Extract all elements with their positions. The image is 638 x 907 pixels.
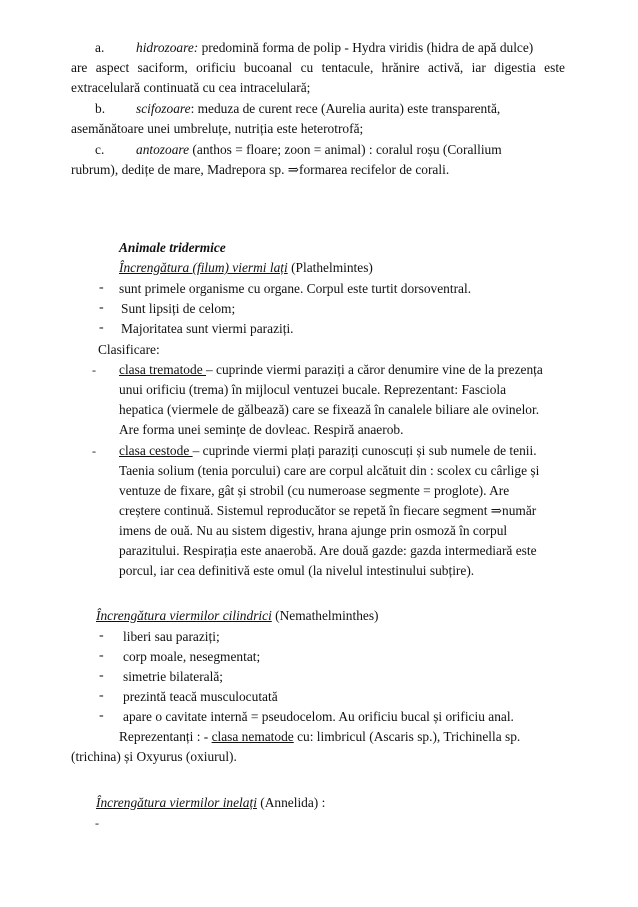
sec-b-text: : meduza de curent rece (Aurelia aurita) este transparentă, (190, 101, 501, 116)
section-heading-tridermice: Animale tridermice (119, 240, 226, 255)
bullet-dash: - (99, 280, 104, 295)
bullet-dash: - (99, 300, 104, 315)
trematode-line-1: clasa trematode – cuprinde viermi paraziți a căror denumire vine de la prezența (119, 362, 543, 377)
sec-b-term: scifozoare (136, 101, 191, 116)
sec-c-term: antozoare (136, 142, 190, 157)
cestode-line-1: clasa cestode – cuprinde viermi plați paraziți cunoscuți și sub numele de tenii. (119, 443, 537, 458)
nemat-bullet-1: liberi sau paraziți; (123, 629, 220, 644)
cestode-line-5: imens de ouă. Nu au sistem digestiv, hrana ajunge prin osmoză în corpul (119, 523, 508, 538)
nemat-bullet-4: prezintă teacă musculocutată (123, 689, 278, 704)
cestode-line-3: ventuze de fixare, gât și strobil (cu numeroase segmente = proglote). Are (119, 483, 510, 498)
nemat-bullet-2: corp moale, nesegmentat; (123, 649, 261, 664)
sec-c-rest: rubrum), dedițe de mare, Madrepora sp. ⇒formarea recifelor de corali. (71, 162, 450, 177)
plat-bullet-1: sunt primele organisme cu organe. Corpul este turtit dorsoventral. (119, 281, 472, 296)
sec-c-text: (anthos = floare; zoon = animal) : coralul roșu (Corallium (189, 142, 502, 157)
bullet-dash: - (99, 668, 104, 683)
bullet-dash: - (99, 708, 104, 723)
bullet-dash: - (99, 648, 104, 663)
sec-c-letter: c. (95, 142, 105, 157)
trematode-line-2: unui orificiu (trema) în mijlocul ventuzei bucale. Reprezentant: Fasciola (119, 382, 507, 397)
sec-b-rest: asemănătoare unei umbreluțe, nutriția este heterotrofă; (71, 121, 364, 136)
trematode-class-name: clasa trematode (119, 362, 206, 377)
nematode-class-name: clasa nematode (211, 729, 294, 744)
clasificare-label: Clasificare: (98, 342, 160, 357)
bullet-dash: - (99, 628, 104, 643)
trematode-line-3: hepatica (viermele de gălbează) care se fixează în canalele biliare ale ovinelor. (119, 402, 540, 417)
plat-bullet-3: Majoritatea sunt viermi paraziți. (121, 321, 294, 336)
cestode-line-7: porcul, iar cea definitivă este omul (la nivelul intestinului subțire). (119, 563, 475, 578)
sec-a-text: predomină forma de polip - Hydra viridis (hidra de apă dulce) (198, 40, 534, 55)
sec-a-letter: a. (95, 40, 105, 55)
phylum-plathelmintes-name: Încrengătura (filum) viermi lați (119, 260, 288, 275)
bullet-dash: - (99, 688, 104, 703)
sec-a-term: hidrozoare: (136, 40, 199, 55)
phylum-nemathelminthes-name: Încrengătura viermilor cilindrici (96, 608, 272, 623)
trematode-line-4: Are forma unei semințe de dovleac. Respiră anaerob. (119, 422, 404, 437)
phylum-nemathelminthes-latin: (Nemathelminthes) (271, 608, 379, 623)
bullet-dash: - (92, 363, 96, 377)
cestode-line-2: Taenia solium (tenia porcului) care are corpul alcătuit din : scolex cu cârlige și (119, 463, 540, 478)
nemat-bullet-5: apare o cavitate internă = pseudocelom. Au orificiu bucal și orificiu anal. (123, 709, 514, 724)
cestode-line-6: parazitului. Respirația este anaerobă. Are două gazde: gazda intermediară este (119, 543, 537, 558)
sec-a-rest: are aspect saciform, orificiu bucoanal cu tentacule, hrănire activă, iar digestia este extracelulară continuată cu cea intracelulară; (71, 60, 565, 96)
bullet-dash: - (95, 816, 99, 830)
cestode-line-4: creștere continuă. Sistemul reproducător se repetă în fiecare segment ⇒număr (119, 503, 537, 518)
bullet-dash: - (99, 320, 104, 335)
phylum-annelida-latin: (Annelida) : (256, 795, 326, 810)
nemat-representatives-line2: (trichina) și Oxyurus (oxiurul). (71, 749, 237, 764)
sec-b-letter: b. (95, 101, 106, 116)
nemat-bullet-3: simetrie bilaterală; (123, 669, 224, 684)
cestode-class-name: clasa cestode (119, 443, 193, 458)
plat-bullet-2: Sunt lipsiți de celom; (121, 301, 236, 316)
phylum-annelida-name: Încrengătura viermilor inelați (96, 795, 257, 810)
phylum-plathelmintes-latin: (Plathelmintes) (287, 260, 373, 275)
nemat-representatives: Reprezentanți : - clasa nematode cu: limbricul (Ascaris sp.), Trichinella sp. (119, 729, 521, 744)
bullet-dash: - (92, 444, 96, 458)
